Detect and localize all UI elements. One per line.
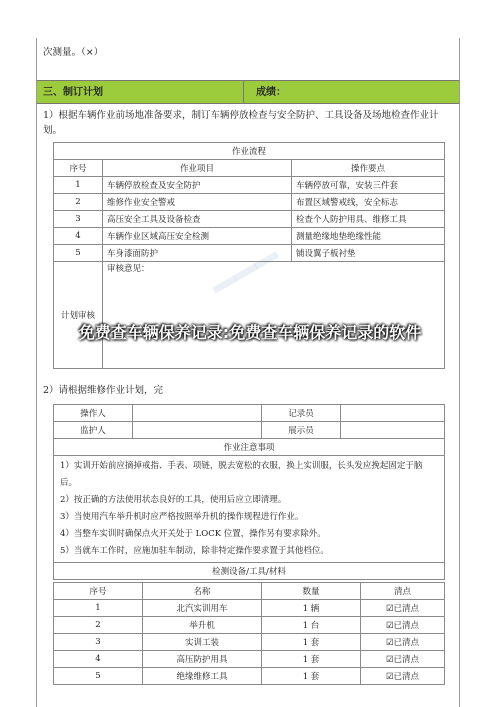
equip-header-name: 名称 [143,583,262,600]
document-sheet [36,38,460,707]
table-row [54,228,445,245]
section-title: 三、制订计划 [37,81,244,103]
note-item: 2）按正确的方法使用状态良好的工具，使用后应立即清理。 [60,495,287,505]
equip-check[interactable]: ☑已清点 [361,651,445,668]
row-item: 高压安全工具及设备检查 [103,211,292,228]
table-row [54,211,445,228]
equip-no: 2 [54,617,143,634]
equip-no: 5 [54,668,143,685]
notes-caption: 作业注意事项 [54,439,445,456]
operator-value[interactable] [133,405,262,422]
grade-label: 成绩： [256,87,286,98]
recorder-value[interactable] [341,405,445,422]
row-no: 4 [54,228,103,245]
equip-qty: 1 台 [262,617,361,634]
table-row [54,600,445,617]
row-points: 布置区域警戒线，安全标志 [292,194,445,211]
row-item: 车辆作业区域高压安全检测 [103,228,292,245]
header-item: 作业项目 [103,160,292,177]
equip-name: 绝缘维修工具 [143,668,262,685]
notes-cell [54,456,445,563]
equip-name: 北汽实训用车 [143,600,262,617]
equip-name: 实训工装 [143,634,262,651]
equip-qty: 1 套 [262,668,361,685]
intro-text: 1）根据车辆作业前场地准备要求，制订车辆停放检查与安全防护、工具设备及场地检查作业计划。 [43,110,439,136]
header-no: 序号 [54,160,103,177]
equip-check[interactable]: ☑已清点 [361,600,445,617]
equipment-table [53,582,445,685]
row-no: 2 [54,194,103,211]
role-recorder: 记录员 [262,405,341,422]
note-item: 1）实训开始前应摘掉戒指、手表、项链，脱去宽松的衣服，换上实训服，长头发应挽起固定于脑后。 [60,461,423,488]
presenter-value[interactable] [341,422,445,439]
note-item: 3）当使用汽车举升机时应严格按照举升机的操作规程进行作业。 [60,512,304,522]
row-points: 铺设翼子板衬垫 [292,245,445,262]
row-points: 车辆停放可靠，安装三件套 [292,177,445,194]
table-row [54,651,445,668]
review-field[interactable]: 审核意见： [103,262,445,369]
equip-check[interactable]: ☑已清点 [361,617,445,634]
table-row [54,177,445,194]
equip-header-qty: 数量 [262,583,361,600]
faint-watermark-mark: ━━━ [203,235,289,311]
role-presenter: 展示员 [262,422,341,439]
equip-header-check: 清点 [361,583,445,600]
row-item: 维修作业安全警戒 [103,194,292,211]
row-points: 检查个人防护用具、维修工具 [292,211,445,228]
note-item: 5）当就车工作时，应施加驻车制动，除非特定操作要求置于其他档位。 [60,546,329,556]
overlay-watermark-title: 免费查车辆保养记录:免费查车辆保养记录的软件 [78,323,422,342]
note-item: 4）当整车实训时确保点火开关处于 LOCK 位置，操作另有要求除外。 [60,529,326,539]
equip-qty: 1 套 [262,634,361,651]
row-points: 测量绝缘地垫绝缘性能 [292,228,445,245]
intro2-text: 2）请根据维修作业计划，完 [43,385,164,396]
equip-no: 1 [54,600,143,617]
equip-caption: 检测设备/工具/材料 [54,563,445,580]
table-row [54,194,445,211]
table-row [54,617,445,634]
header-points: 操作要点 [292,160,445,177]
row-item: 车身漆面防护 [103,245,292,262]
row-item: 车辆停放检查及安全防护 [103,177,292,194]
review-label: 计划审核 [54,262,103,369]
section-header [37,80,459,104]
workflow-caption: 作业流程 [54,143,445,160]
equip-name: 高压防护用具 [143,651,262,668]
guardian-value[interactable] [133,422,262,439]
table-row [54,634,445,651]
role-operator: 操作人 [54,405,133,422]
equip-check[interactable]: ☑已清点 [361,668,445,685]
role-guardian: 监护人 [54,422,133,439]
table-row [54,668,445,685]
row-no: 5 [54,245,103,262]
previous-line: 次测量。（×） [43,47,104,58]
equip-no: 3 [54,634,143,651]
equip-check[interactable]: ☑已清点 [361,634,445,651]
equip-qty: 1 辆 [262,600,361,617]
row-no: 3 [54,211,103,228]
equip-name: 举升机 [143,617,262,634]
equip-header-no: 序号 [54,583,143,600]
equip-qty: 1 套 [262,651,361,668]
row-no: 1 [54,177,103,194]
execution-table [53,404,445,580]
equip-no: 4 [54,651,143,668]
